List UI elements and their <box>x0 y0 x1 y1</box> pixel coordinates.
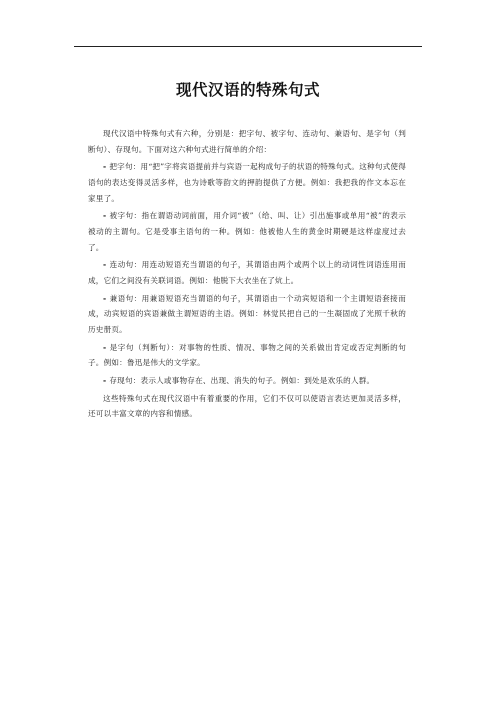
conclusion-paragraph: 这些特殊句式在现代汉语中有着重要的作用，它们不仅可以使语言表达更加灵活多样，还可以丰富文章的内容和情感。 <box>88 393 406 419</box>
document-title: 现代汉语的特殊句式 <box>175 81 320 99</box>
list-item-text: 被字句：指在谓语动词前面，用介词“被”（给、叫、让）引出施事或单用“被”的表示被动的主谓句。它是受事主语句的一种。例如：他被他人生的黄金时期硬是这样虚度过去了。 <box>88 211 406 252</box>
list-item-ba-sentence <box>88 159 406 206</box>
document-body <box>88 126 406 424</box>
list-item-existential-sentence <box>88 373 406 389</box>
list-item-serial-verb-sentence <box>88 257 406 288</box>
bullet-marker: - <box>103 260 107 270</box>
list-item-shi-sentence <box>88 340 406 371</box>
bullet-marker: - <box>103 342 107 352</box>
list-item-text: 把字句：用“把”字将宾语提前并与宾语一起构成句子的状语的特殊句式。这种句式使得语句的表达变得灵活多样，也为诗歌等韵文的押韵提供了方便。例如：我把我的作文本忘在家里了。 <box>88 162 406 203</box>
list-item-text: 存现句：表示人或事物存在、出现、消失的句子。例如：到处是欢乐的人群。 <box>109 376 375 386</box>
list-item-bei-sentence <box>88 208 406 255</box>
list-item-text: 兼语句：用兼语短语充当谓语的句子，其谓语由一个动宾短语和一个主谓短语套接而成，动宾短语的宾语兼做主谓短语的主语。例如：林觉民把自己的一生凝固成了光照千秋的历史册页。 <box>88 293 406 334</box>
intro-paragraph: 现代汉语中特殊句式有六种，分别是：把字句、被字句、连动句、兼语句、是字句（判断句）、存现句。下面对这六种句式进行简单的介绍： <box>88 129 406 154</box>
list-item-pivotal-sentence <box>88 291 406 338</box>
list-item-text: 连动句：用连动短语充当谓语的句子，其谓语由两个或两个以上的动词性词语连用而成，它们之间没有关联词语。例如：他脱下大衣坐在了炕上。 <box>88 260 406 285</box>
bullet-marker: - <box>103 376 107 386</box>
bullet-marker: - <box>103 293 107 303</box>
header-rule <box>74 46 422 47</box>
list-item-text: 是字句（判断句）：对事物的性质、情况、事物之间的关系做出肯定或否定判断的句子。例如：鲁迅是伟大的文学家。 <box>88 342 406 368</box>
bullet-marker: - <box>103 162 107 172</box>
bullet-marker: - <box>103 211 107 221</box>
